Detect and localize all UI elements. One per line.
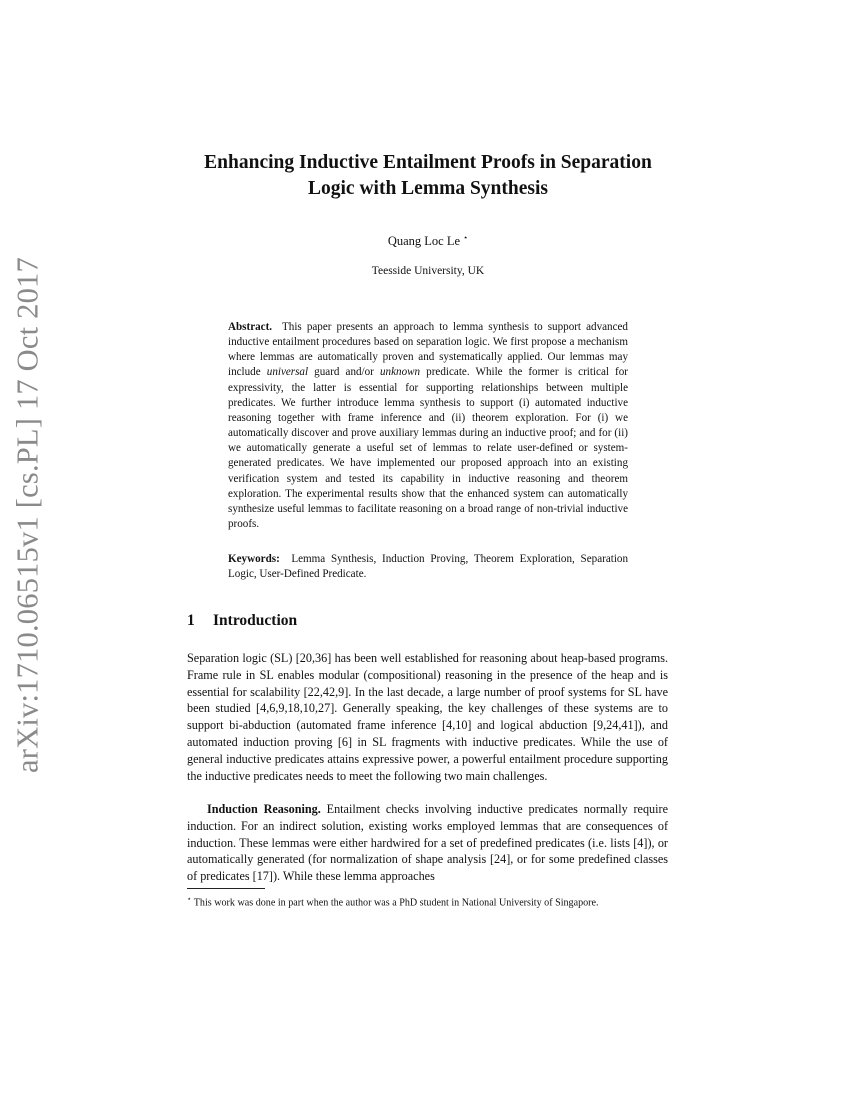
section-number: 1 — [187, 612, 195, 629]
body-paragraph-2-text: Entailment checks involving inductive predicates normally require induction. For an indirect solution, existing works employed lemmas that are consequences of induction. These lemmas were either hardwired for a set of predefined predicates (i.e. lists [4]), or automatically generated (for normalization of shape analysis [24], or for some predefined classes of predicates [17]). While these lemma approaches — [187, 802, 668, 884]
title-line-1: Enhancing Inductive Entailment Proofs in Separation — [204, 152, 652, 173]
author-name: Quang Loc Le — [387, 234, 461, 249]
title-line-2: Logic with Lemma Synthesis — [308, 178, 548, 199]
arxiv-stamp — [8, 257, 48, 773]
abstract-text-part-2: guard and/or — [314, 366, 374, 379]
footnote-rule — [187, 888, 265, 889]
abstract-text-part-3: predicate. While the former is critical for expressivity, the latter is essential for supporting relationships between multiple predicates. We further introduce lemma synthesis to support (i) automated inductive reasoning together with frame inference and (ii) theorem exploration. For (i) we automatically discover and prove auxiliary lemmas during an inductive proof; and for (ii) we automatically generate a useful set of lemmas to relate user-defined or system-generated predicates. We have implemented our proposed approach into an existing verification system and tested its capability in inductive reasoning and theorem exploration. The experimental results show that the enhanced system can automatically synthesize useful lemmas to facilitate reasoning on a broad range of non-trivial inductive proofs. — [228, 366, 628, 531]
keywords-text: Lemma Synthesis, Induction Proving, Theorem Exploration, Separation Logic, User-Defined Predicate. — [228, 553, 628, 581]
author-line — [150, 233, 706, 249]
arxiv-identifier: arXiv:1710.06515v1 [cs.PL] 17 Oct 2017 — [10, 257, 45, 773]
body-paragraph-2 — [187, 801, 668, 885]
keywords-label: Keywords: — [228, 553, 280, 565]
footnote-text: This work was done in part when the author was a PhD student in National University of Singapore. — [193, 897, 599, 909]
abstract-universal: universal — [266, 366, 309, 379]
footnote — [187, 893, 668, 910]
abstract-text-part-1: This paper presents an approach to lemma synthesis to support advanced inductive entailment procedures based on separation logic. We first propose a mechanism where lemmas are automatically proven and systematically applied. Our lemmas may include — [228, 321, 628, 379]
affiliation: Teesside University, UK — [371, 265, 485, 277]
paragraph-run-in-heading: Induction Reasoning. — [207, 802, 321, 816]
section-title: Introduction — [213, 612, 298, 629]
abstract — [228, 320, 628, 532]
abstract-label: Abstract. — [228, 321, 273, 333]
paper-title — [150, 150, 706, 202]
author-footnote-mark: ⋆ — [463, 233, 469, 242]
section-heading — [187, 612, 297, 630]
body-paragraph-1: Separation logic (SL) [20,36] has been well established for reasoning about heap-based programs. Frame rule in SL enables modular (compositional) reasoning in the presence of the heap and is essential for scalability [22,42,9]. In the last decade, a large number of proof systems for SL have been studied [4,6,9,18,10,27]. Generally speaking, the key challenges of these systems are to support bi-abduction (automated frame inference [4,10] and logical abduction [9,24,41]), and automated induction proving [6] in SL fragments with inductive predicates. While the use of general inductive predicates attains expressive power, a powerful entailment procedure supporting the inductive predicates needs to meet the following two main challenges. — [187, 651, 668, 783]
abstract-unknown: unknown — [380, 366, 421, 379]
footnote-mark: ⋆ — [187, 895, 192, 903]
keywords — [228, 552, 628, 582]
